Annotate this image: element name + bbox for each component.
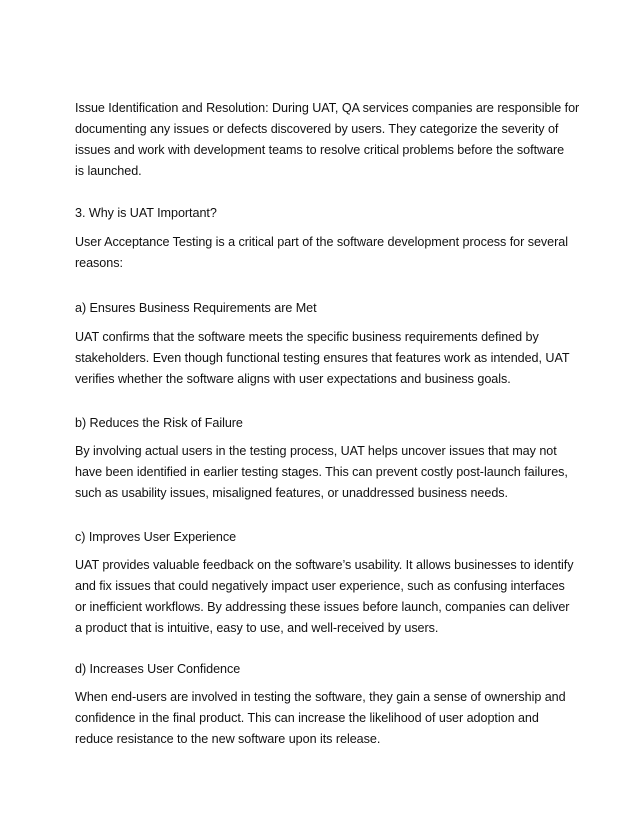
section-d-paragraph [75, 687, 570, 750]
section-d-heading [75, 659, 570, 680]
text-line: UAT provides valuable feedback on the software’s usability. It allows businesses to identify [75, 558, 574, 572]
text-line: User Acceptance Testing is a critical part of the software development process for several [75, 235, 568, 249]
issue-resolution-paragraph [75, 98, 580, 182]
section-c-paragraph [75, 555, 574, 639]
heading-text: a) Ensures Business Requirements are Met [75, 301, 317, 315]
text-line: confidence in the final product. This can increase the likelihood of user adoption and [75, 711, 539, 725]
text-line: issues and work with development teams to resolve critical problems before the software [75, 143, 565, 157]
text-line: verifies whether the software aligns with user expectations and business goals. [75, 372, 511, 386]
text-line: When end-users are involved in testing the software, they gain a sense of ownership and [75, 690, 566, 704]
why-uat-heading [75, 203, 570, 224]
heading-text: 3. Why is UAT Important? [75, 206, 217, 220]
text-line: By involving actual users in the testing process, UAT helps uncover issues that may not [75, 444, 557, 458]
section-b-heading [75, 413, 570, 434]
text-line: Issue Identification and Resolution: During UAT, QA services companies are responsible for [75, 101, 580, 115]
text-line: stakeholders. Even though functional testing ensures that features work as intended, UAT [75, 351, 570, 365]
text-line: have been identified in earlier testing stages. This can prevent costly post-launch failures, [75, 465, 568, 479]
text-line: such as usability issues, misaligned features, or unaddressed business needs. [75, 486, 508, 500]
heading-text: d) Increases User Confidence [75, 662, 241, 676]
heading-text: c) Improves User Experience [75, 530, 237, 544]
text-line: reasons: [75, 256, 123, 270]
section-c-heading [75, 527, 570, 548]
why-uat-intro-paragraph [75, 232, 570, 274]
text-line: and fix issues that could negatively impact user experience, such as confusing interfaces [75, 579, 565, 593]
text-line: a product that is intuitive, easy to use, and well-received by users. [75, 621, 439, 635]
text-line: reduce resistance to the new software upon its release. [75, 732, 381, 746]
section-b-paragraph [75, 441, 570, 504]
section-a-heading [75, 298, 570, 319]
text-line: is launched. [75, 164, 142, 178]
section-a-paragraph [75, 327, 570, 390]
text-line: or inefficient workflows. By addressing these issues before launch, companies can deliver [75, 600, 570, 614]
text-line: UAT confirms that the software meets the specific business requirements defined by [75, 330, 539, 344]
text-line: documenting any issues or defects discovered by users. They categorize the severity of [75, 122, 559, 136]
heading-text: b) Reduces the Risk of Failure [75, 416, 243, 430]
